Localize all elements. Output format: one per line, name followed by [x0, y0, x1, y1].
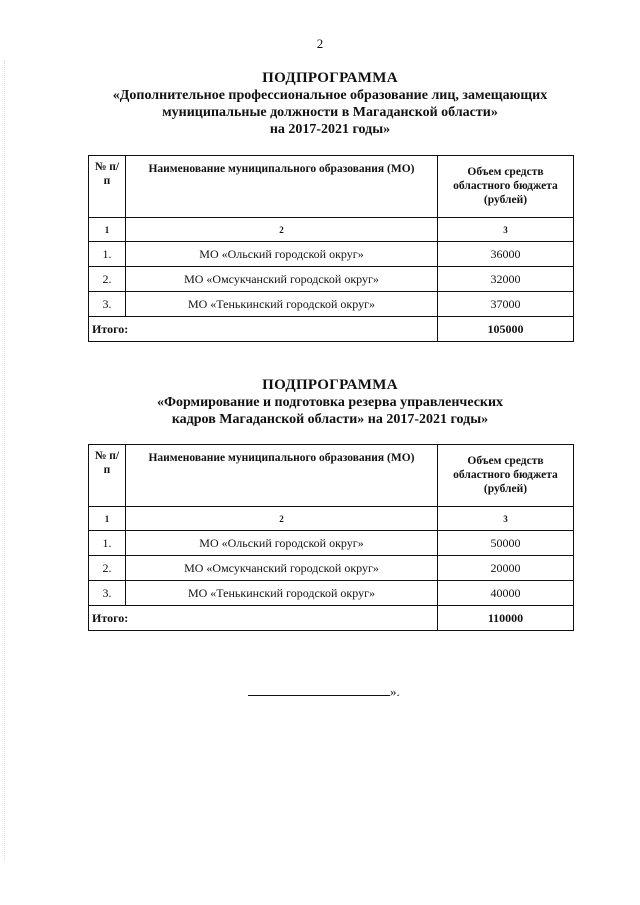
- subprogram-2-name-line-1: «Формирование и подготовка резерва управленческих: [156, 395, 504, 410]
- row-number: 1.: [89, 242, 126, 267]
- row-municipality: МО «Омсукчанский городской округ»: [126, 267, 438, 292]
- index-cell: 3: [438, 507, 574, 531]
- blank-underline: [248, 683, 390, 696]
- subprogram-1-name-line-1: «Дополнительное профессиональное образование лиц, замещающих: [112, 88, 548, 103]
- closing-line: [248, 683, 400, 700]
- row-number: 2.: [89, 267, 126, 292]
- table-index-row: [89, 218, 574, 242]
- table-row: [89, 581, 574, 606]
- row-amount: 20000: [438, 556, 574, 581]
- row-number: 3.: [89, 581, 126, 606]
- subprogram-1-name-line-2: муниципальные должности в Магаданской области»: [162, 105, 498, 120]
- subprogram-2-table: [88, 444, 574, 631]
- table-header-row: [89, 445, 574, 507]
- row-municipality: МО «Омсукчанский городской округ»: [126, 556, 438, 581]
- table-header-row: [89, 156, 574, 218]
- row-amount: 37000: [438, 292, 574, 317]
- header-budget: Объем средств областного бюджета (рублей): [438, 445, 574, 507]
- table-total-row: [89, 317, 574, 342]
- table-row: [89, 267, 574, 292]
- subprogram-2-heading: [60, 377, 600, 428]
- header-municipality: Наименование муниципального образования (МО): [126, 156, 438, 218]
- row-amount: 36000: [438, 242, 574, 267]
- index-cell: 2: [126, 218, 438, 242]
- row-amount: 32000: [438, 267, 574, 292]
- subprogram-1-title: ПОДПРОГРАММА: [262, 70, 398, 86]
- header-number: № п/п: [89, 445, 126, 507]
- table-row: [89, 531, 574, 556]
- index-cell: 1: [89, 507, 126, 531]
- table-index-row: [89, 507, 574, 531]
- header-budget: Объем средств областного бюджета (рублей): [438, 156, 574, 218]
- header-municipality: Наименование муниципального образования (МО): [126, 445, 438, 507]
- subprogram-2-title: ПОДПРОГРАММА: [262, 377, 398, 393]
- total-amount: 110000: [438, 606, 574, 631]
- row-municipality: МО «Ольский городской округ»: [126, 531, 438, 556]
- table-row: [89, 242, 574, 267]
- row-amount: 50000: [438, 531, 574, 556]
- row-number: 2.: [89, 556, 126, 581]
- scan-margin-marks: [4, 60, 6, 860]
- row-number: 1.: [89, 531, 126, 556]
- total-amount: 105000: [438, 317, 574, 342]
- row-municipality: МО «Тенькинский городской округ»: [126, 292, 438, 317]
- subprogram-1-table: [88, 155, 574, 342]
- index-cell: 1: [89, 218, 126, 242]
- total-label: Итого:: [89, 317, 438, 342]
- row-number: 3.: [89, 292, 126, 317]
- row-municipality: МО «Ольский городской округ»: [126, 242, 438, 267]
- subprogram-1-heading: [60, 70, 600, 138]
- closing-quote: ».: [390, 684, 400, 699]
- subprogram-2-name-line-2: кадров Магаданской области» на 2017-2021 годы»: [171, 412, 489, 427]
- table-total-row: [89, 606, 574, 631]
- index-cell: 3: [438, 218, 574, 242]
- subprogram-1-period: на 2017-2021 годы»: [269, 122, 391, 137]
- index-cell: 2: [126, 507, 438, 531]
- header-number: № п/п: [89, 156, 126, 218]
- table-row: [89, 292, 574, 317]
- row-amount: 40000: [438, 581, 574, 606]
- row-municipality: МО «Тенькинский городской округ»: [126, 581, 438, 606]
- table-row: [89, 556, 574, 581]
- total-label: Итого:: [89, 606, 438, 631]
- page-number: 2: [316, 36, 324, 51]
